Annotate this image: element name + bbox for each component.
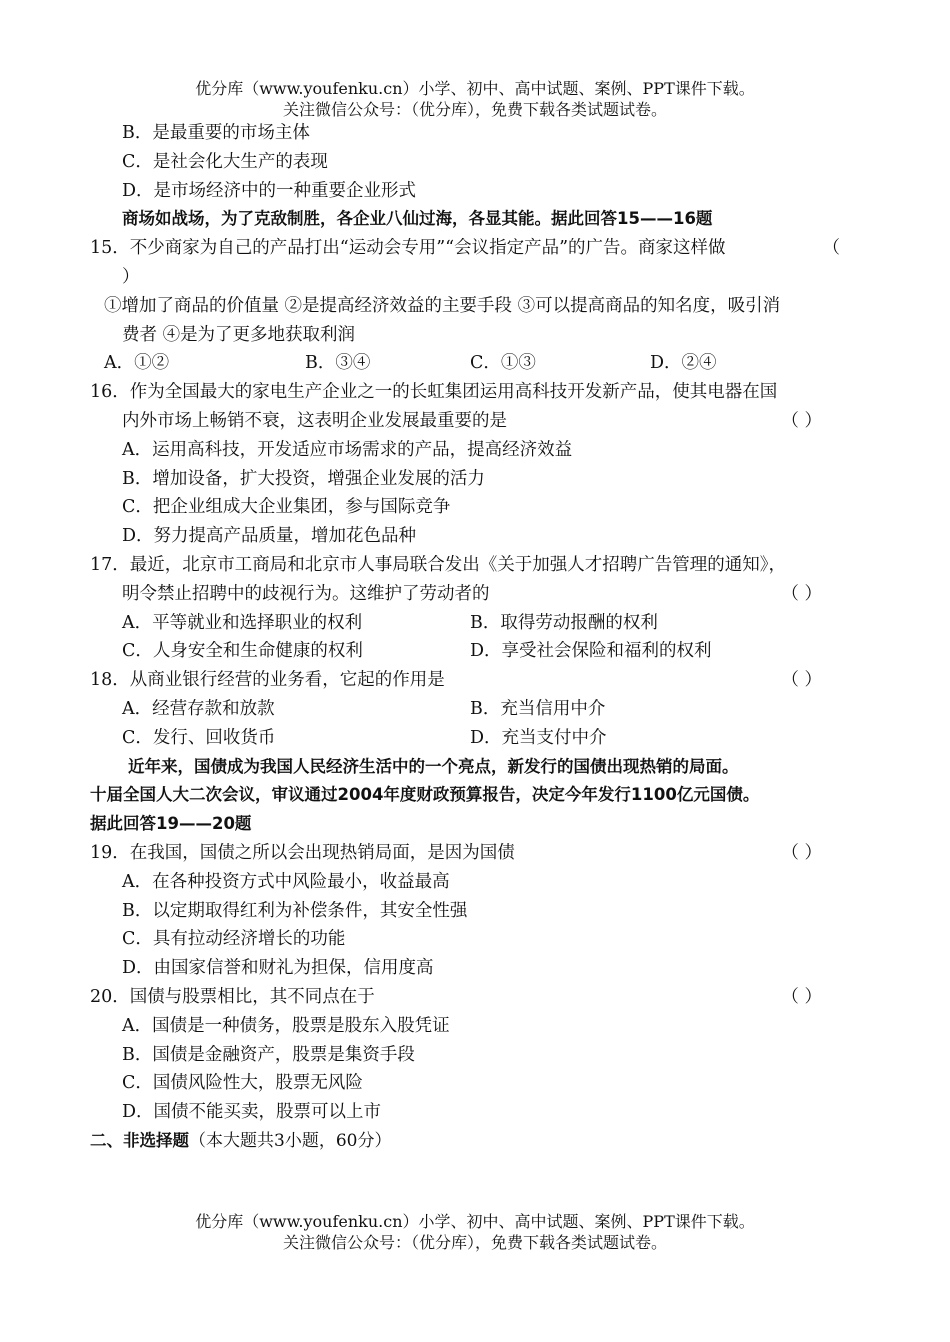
q14-option-c: C．是社会化大生产的表现: [122, 151, 328, 172]
footer-line-2: 关注微信公众号：（优分库），免费下载各类试题试卷。: [282, 1233, 667, 1252]
q18-options-ab: [90, 695, 880, 724]
header-line-2: 关注微信公众号：（优分库），免费下载各类试题试卷。: [282, 100, 667, 119]
q17-option-b: B．取得劳动报酬的权利: [470, 612, 658, 633]
intro-19-20-line-3: 据此回答19——20题: [90, 814, 252, 834]
q18-options-cd: [90, 724, 880, 753]
q15-options: [90, 349, 880, 378]
q17-stem-2-text: 明令禁止招聘中的歧视行为。这维护了劳动者的: [122, 583, 490, 604]
header-line-1: 优分库（www.youfenku.cn）小学、初中、高中试题、案例、PPT课件下载。: [195, 79, 755, 98]
q15-stem-text: 15．不少商家为自己的产品打出“运动会专用”“会议指定产品”的广告。商家这样做: [90, 238, 726, 259]
q19-answer-bracket: （ ）: [781, 842, 822, 863]
q16-option-d: D．努力提高产品质量，增加花色品种: [122, 526, 417, 547]
q20-stem: [90, 983, 880, 1012]
q14-option-b: B．是最重要的市场主体: [122, 123, 310, 143]
section-2-subtitle: （本大题共3小题，60分）: [189, 1130, 392, 1151]
q17-options-ab: [90, 609, 880, 638]
q19-option-b: B．以定期取得红利为补偿条件，其安全性强: [122, 900, 468, 921]
q15-option-c: C．①③: [470, 353, 536, 374]
q17-stem-1: 17．最近，北京市工商局和北京市人事局联合发出《关于加强人才招聘广告管理的通知》，: [90, 554, 787, 575]
q15-option-a: A．①②: [104, 353, 170, 374]
q15-items-line-2: 费者 ④是为了更多地获取利润: [122, 324, 356, 345]
q19-option-c: C．具有拉动经济增长的功能: [122, 929, 346, 950]
q16-stem-2-text: 内外市场上畅销不衰，这表明企业发展最重要的是: [122, 410, 507, 431]
intro-15-16: 商场如战场，为了克敌制胜，各企业八仙过海，各显其能。据此回答15——16题: [122, 209, 713, 229]
q18-option-c: C．发行、回收货币: [122, 727, 276, 748]
intro-19-20-line-2: 十届全国人大二次会议，审议通过2004年度财政预算报告，决定今年发行1100亿元国债。: [90, 785, 760, 805]
q20-stem-text: 20．国债与股票相比，其不同点在于: [90, 986, 375, 1007]
q16-answer-bracket: （ ）: [781, 410, 822, 431]
q19-option-d: D．由国家信誉和财礼为担保，信用度高: [122, 958, 434, 979]
q20-option-d: D．国债不能买卖，股票可以上市: [122, 1102, 382, 1123]
q19-stem-text: 19．在我国，国债之所以会出现热销局面，是因为国债: [90, 842, 515, 863]
q18-stem: [90, 666, 880, 695]
section-2-heading: [90, 1127, 880, 1156]
q19-option-a: A．在各种投资方式中风险最小，收益最高: [122, 871, 450, 892]
q20-answer-bracket: （ ）: [781, 986, 822, 1007]
q17-option-a: A．平等就业和选择职业的权利: [122, 612, 363, 633]
q17-stem-2: [90, 580, 880, 609]
page-footer: [0, 1211, 950, 1253]
exam-content: [90, 119, 880, 1156]
q16-stem-1: 16．作为全国最大的家电生产企业之一的长虹集团运用高科技开发新产品，使其电器在国: [90, 382, 778, 403]
q18-option-d: D．充当支付中介: [470, 727, 607, 748]
section-2-title: 二、非选择题: [90, 1130, 189, 1150]
q16-stem-2: [90, 407, 880, 436]
q15-items-line-1: ①增加了商品的价值量 ②是提高经济效益的主要手段 ③可以提高商品的知名度，吸引消: [104, 295, 781, 316]
q18-stem-text: 18．从商业银行经营的业务看，它起的作用是: [90, 670, 445, 691]
q16-option-c: C．把企业组成大企业集团，参与国际竞争: [122, 497, 451, 518]
q20-option-c: C．国债风险性大，股票无风险: [122, 1073, 363, 1094]
q15-bracket-close: ）: [122, 266, 140, 287]
q18-option-b: B．充当信用中介: [470, 698, 606, 719]
q17-answer-bracket: （ ）: [781, 583, 822, 604]
page-header: [0, 78, 950, 120]
q18-answer-bracket: （ ）: [781, 670, 822, 691]
q15-stem: [90, 234, 880, 263]
intro-19-20-line-1: 近年来，国债成为我国人民经济生活中的一个亮点，新发行的国债出现热销的局面。: [128, 756, 739, 776]
q18-option-a: A．经营存款和放款: [122, 698, 275, 719]
q20-option-a: A．国债是一种债务，股票是股东入股凭证: [122, 1015, 450, 1036]
q19-stem: [90, 839, 880, 868]
q17-options-cd: [90, 637, 880, 666]
q16-option-b: B．增加设备，扩大投资，增强企业发展的活力: [122, 468, 485, 489]
q20-option-b: B．国债是金融资产，股票是集资手段: [122, 1044, 415, 1065]
q15-bracket-open: （: [822, 238, 840, 259]
q15-option-d: D．②④: [650, 353, 717, 374]
q17-option-d: D．享受社会保险和福利的权利: [470, 641, 712, 662]
q14-option-d: D．是市场经济中的一种重要企业形式: [122, 180, 417, 201]
footer-line-1: 优分库（www.youfenku.cn）小学、初中、高中试题、案例、PPT课件下载。: [195, 1212, 755, 1231]
q15-option-b: B．③④: [305, 353, 371, 374]
q16-option-a: A．运用高科技，开发适应市场需求的产品，提高经济效益: [122, 439, 573, 460]
q17-option-c: C．人身安全和生命健康的权利: [122, 641, 363, 662]
